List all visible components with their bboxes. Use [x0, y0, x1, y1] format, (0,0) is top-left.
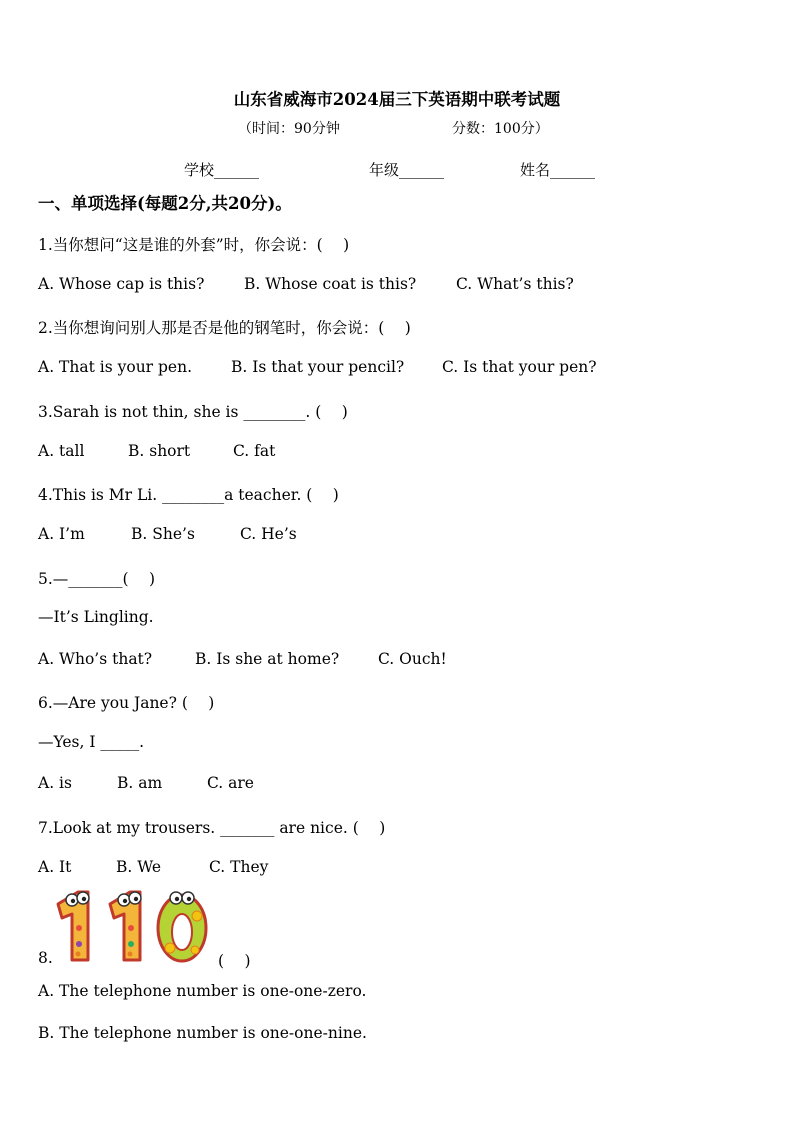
question-stem: 8. — [38, 949, 53, 967]
option-b: B. The telephone number is one-one-nine. — [38, 1024, 367, 1042]
question-stem: 4.This is Mr Li. ________a teacher. ( ) — [38, 486, 339, 504]
question-answer-line: —It’s Lingling. — [38, 608, 154, 626]
option-a: A. Who’s that? — [38, 650, 153, 668]
digit-one-icon — [110, 892, 141, 960]
option-c: C. Ouch! — [378, 650, 447, 668]
question-stem: 3.Sarah is not thin, she is ________. ( ) — [38, 403, 348, 421]
exam-score: 分数：100分） — [452, 121, 549, 137]
option-a: A. It — [38, 858, 72, 876]
section-title: 一、单项选择(每题2分,共20分)。 — [38, 194, 292, 213]
option-b: B. am — [117, 774, 163, 792]
question-stem: 7.Look at my trousers. _______ are nice. ( ) — [38, 819, 386, 837]
option-a: A. That is your pen. — [38, 358, 193, 376]
question-stem: 6.—Are you Jane? ( ) — [38, 694, 215, 712]
question-stem: 2.当你想询问别人那是否是他的钢笔时，你会说：( ) — [38, 319, 411, 337]
question-stem: 5.—_______( ) — [38, 570, 156, 588]
digit-zero-icon — [158, 892, 206, 961]
option-a: A. is — [38, 774, 72, 792]
option-b: B. short — [128, 442, 191, 460]
option-c: C. He’s — [240, 525, 297, 543]
option-c: C. Is that your pen? — [442, 358, 597, 376]
option-b: B. Whose coat is this? — [244, 275, 417, 293]
option-c: C. are — [207, 774, 254, 792]
option-b: B. We — [116, 858, 162, 876]
option-c: C. fat — [233, 442, 276, 460]
option-a: A. Whose cap is this? — [38, 275, 205, 293]
school-field: 学校______ — [184, 161, 260, 179]
option-c: C. What’s this? — [456, 275, 574, 293]
page-title: 山东省威海市2024届三下英语期中联考试题 — [233, 90, 561, 109]
option-b: B. Is that your pencil? — [231, 358, 405, 376]
option-c: C. They — [209, 858, 269, 876]
option-b: B. She’s — [131, 525, 195, 543]
digit-one-icon — [58, 892, 89, 960]
option-b: B. Is she at home? — [195, 650, 340, 668]
answer-paren: ( ) — [218, 952, 251, 970]
question-answer-line: —Yes, I _____. — [38, 733, 145, 751]
option-a: A. The telephone number is one-one-zero. — [38, 982, 367, 1000]
exam-time: （时间：90分钟 — [238, 121, 340, 137]
question-stem: 1.当你想问“这是谁的外套”时，你会说：( ) — [38, 236, 350, 254]
option-a: A. tall — [38, 442, 85, 460]
grade-field: 年级______ — [369, 161, 445, 179]
option-a: A. I’m — [38, 525, 85, 543]
number-110-illustration — [52, 886, 212, 966]
name-field: 姓名______ — [520, 161, 596, 179]
